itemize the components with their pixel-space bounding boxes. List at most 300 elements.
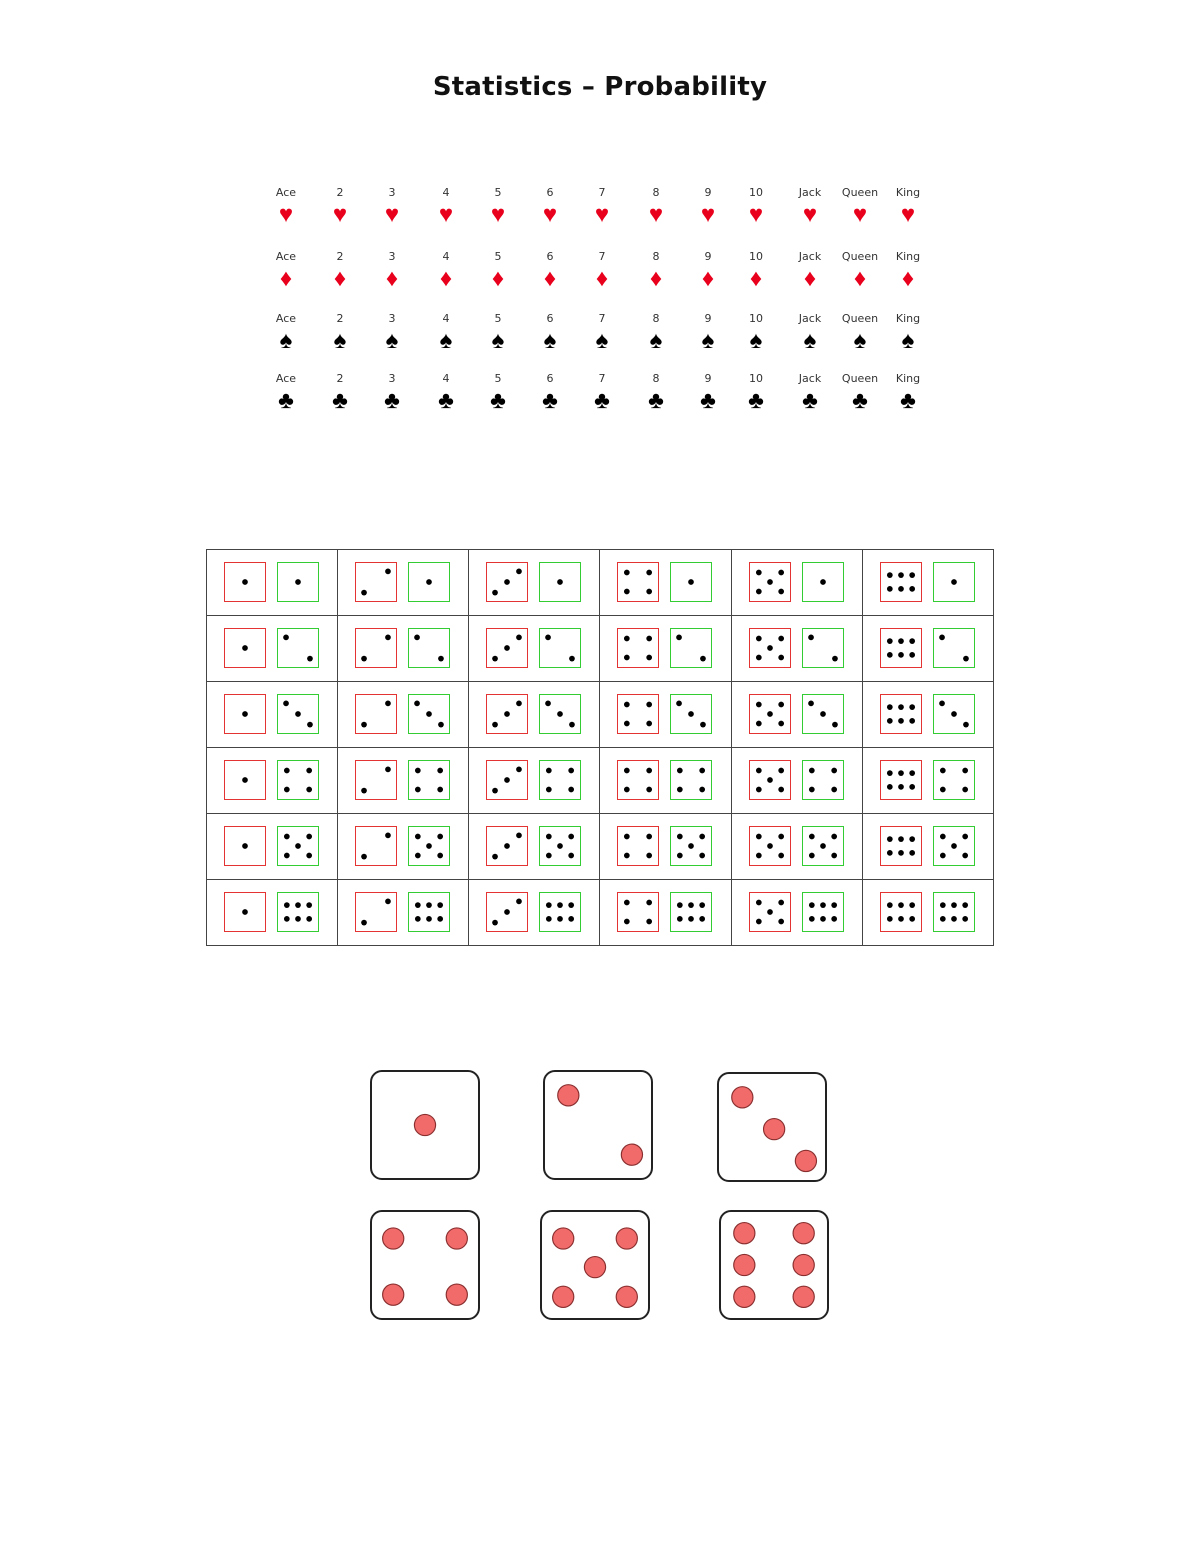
diamonds-suit-icon: ♦	[543, 265, 557, 292]
die-pip	[504, 909, 510, 915]
die-pip	[492, 920, 498, 926]
die-pip	[909, 836, 915, 842]
die-face-graphic	[803, 761, 843, 799]
suit-row-clubs	[258, 372, 938, 430]
spades-suit-icon: ♠	[385, 327, 399, 354]
green-die-face-3	[539, 694, 581, 734]
hearts-suit-icon: ♥	[648, 201, 664, 228]
die-pip	[426, 843, 432, 849]
clubs-suit-icon: ♣	[278, 387, 294, 414]
die-face-graphic	[409, 893, 449, 931]
die-pip	[940, 834, 946, 840]
card-8-of-spades	[628, 312, 684, 370]
die-pip	[284, 834, 290, 840]
die-pip	[767, 909, 773, 915]
red-die-face-5	[749, 892, 791, 932]
card-rank-label: 6	[546, 372, 554, 385]
outcome-cell	[731, 616, 862, 682]
die-pip	[306, 768, 312, 774]
spades-suit-icon: ♠	[595, 327, 609, 354]
spades-suit-icon: ♠	[543, 327, 557, 354]
die-pip	[284, 902, 290, 908]
die-face-graphic	[881, 761, 921, 799]
die-pip	[909, 916, 915, 922]
die-face-graphic	[487, 893, 527, 931]
outcome-cell	[600, 880, 731, 946]
green-die-face-2	[539, 628, 581, 668]
outcome-row	[207, 550, 994, 616]
diamonds-suit-icon: ♦	[803, 265, 817, 292]
die-face-graphic	[881, 629, 921, 667]
die-pip	[795, 1150, 816, 1171]
die-pip	[887, 652, 893, 658]
diamonds-suit-icon: ♦	[749, 265, 763, 292]
die-face-5	[540, 1210, 650, 1320]
die-pip	[295, 916, 301, 922]
red-die-face-3	[486, 628, 528, 668]
die-pip	[569, 916, 575, 922]
green-die-face-6	[802, 892, 844, 932]
card-jack-of-hearts	[782, 186, 838, 244]
die-face-graphic	[671, 563, 711, 601]
diamonds-suit-icon: ♦	[853, 265, 867, 292]
die-pip	[546, 787, 552, 793]
card-rank-label: 2	[336, 312, 344, 325]
card-rank-label: 3	[388, 186, 396, 199]
die-pip	[414, 635, 420, 641]
card-rank-label: Jack	[798, 250, 822, 263]
card-7-of-hearts	[574, 186, 630, 244]
green-die-face-5	[670, 826, 712, 866]
card-7-of-diamonds	[574, 250, 630, 308]
die-pip	[504, 579, 510, 585]
die-pip	[647, 570, 653, 576]
card-rank-label: 8	[652, 250, 660, 263]
red-die-face-4	[617, 694, 659, 734]
die-face-graphic	[540, 695, 580, 733]
diamonds-suit-icon: ♦	[279, 265, 293, 292]
die-pip	[809, 916, 815, 922]
die-face-graphic	[545, 1072, 651, 1178]
spades-suit-icon: ♠	[749, 327, 763, 354]
die-pip	[295, 902, 301, 908]
red-die-face-5	[749, 694, 791, 734]
die-pip	[415, 834, 421, 840]
outcome-cell	[600, 550, 731, 616]
card-rank-label: 10	[749, 372, 763, 385]
card-rank-label: 2	[336, 186, 344, 199]
die-pip	[516, 569, 522, 575]
die-pip	[516, 767, 522, 773]
die-pip	[361, 788, 367, 794]
hearts-suit-icon: ♥	[852, 201, 868, 228]
die-pip	[492, 788, 498, 794]
card-rank-label: 8	[652, 186, 660, 199]
die-pip	[437, 834, 443, 840]
die-face-graphic	[750, 827, 790, 865]
die-pip	[909, 652, 915, 658]
die-face-graphic	[409, 695, 449, 733]
die-pip	[689, 902, 695, 908]
die-pip	[446, 1284, 467, 1305]
die-pip	[951, 579, 957, 585]
green-die-face-3	[933, 694, 975, 734]
card-7-of-spades	[574, 312, 630, 370]
die-pip	[831, 916, 837, 922]
green-die-face-6	[539, 892, 581, 932]
die-pip	[700, 853, 706, 859]
outcome-cell	[600, 814, 731, 880]
die-pip	[820, 843, 826, 849]
die-pip	[887, 638, 893, 644]
outcome-cell	[338, 682, 469, 748]
die-pip	[361, 590, 367, 596]
page-title: Statistics – Probability	[432, 72, 768, 102]
die-pip	[756, 853, 762, 859]
outcome-row	[207, 748, 994, 814]
die-face-graphic	[671, 827, 711, 865]
green-die-face-1	[933, 562, 975, 602]
die-pip	[504, 645, 510, 651]
die-face-graphic	[409, 827, 449, 865]
die-face-graphic	[618, 893, 658, 931]
die-pip	[951, 916, 957, 922]
die-pip	[756, 919, 762, 925]
suit-row-diamonds	[258, 250, 938, 308]
die-pip	[820, 579, 826, 585]
card-6-of-spades	[522, 312, 578, 370]
card-4-of-diamonds	[418, 250, 474, 308]
spades-suit-icon: ♠	[853, 327, 867, 354]
die-pip	[516, 701, 522, 707]
die-face-4	[370, 1210, 480, 1320]
die-face-graphic	[803, 629, 843, 667]
card-rank-label: King	[895, 372, 921, 385]
card-rank-label: 7	[598, 312, 606, 325]
die-pip	[569, 902, 575, 908]
die-pip	[809, 768, 815, 774]
red-die-face-2	[355, 892, 397, 932]
outcome-row	[207, 880, 994, 946]
outcome-cell	[207, 880, 338, 946]
die-pip	[624, 570, 630, 576]
die-pip	[492, 590, 498, 596]
die-pip	[546, 768, 552, 774]
outcome-cell	[338, 814, 469, 880]
red-die-face-2	[355, 826, 397, 866]
green-die-face-4	[277, 760, 319, 800]
card-rank-label: Ace	[275, 186, 297, 199]
outcome-row	[207, 682, 994, 748]
die-pip	[677, 787, 683, 793]
die-pip	[887, 572, 893, 578]
card-10-of-spades	[728, 312, 784, 370]
outcome-cell	[469, 880, 600, 946]
spades-suit-icon: ♠	[491, 327, 505, 354]
outcome-cell	[600, 616, 731, 682]
die-pip	[385, 569, 391, 575]
die-pip	[307, 656, 313, 662]
card-rank-label: 9	[704, 186, 712, 199]
die-pip	[909, 770, 915, 776]
die-pip	[734, 1254, 755, 1275]
die-face-graphic	[881, 893, 921, 931]
diamonds-suit-icon: ♦	[333, 265, 347, 292]
die-face-graphic	[409, 761, 449, 799]
die-pip	[909, 850, 915, 856]
card-rank-label: Jack	[798, 372, 822, 385]
die-pip	[756, 589, 762, 595]
card-rank-label: Queen	[841, 186, 879, 199]
die-pip	[820, 916, 826, 922]
die-pip	[624, 702, 630, 708]
die-face-graphic	[356, 563, 396, 601]
outcome-cell	[862, 880, 993, 946]
die-face-graphic	[278, 893, 318, 931]
die-pip	[778, 636, 784, 642]
die-pip	[940, 853, 946, 859]
outcome-cell	[207, 748, 338, 814]
die-pip	[284, 768, 290, 774]
card-rank-label: 6	[546, 186, 554, 199]
die-face-graphic	[618, 695, 658, 733]
die-pip	[732, 1087, 753, 1108]
card-rank-label: 7	[598, 186, 606, 199]
card-rank-label: 8	[652, 312, 660, 325]
green-die-face-5	[277, 826, 319, 866]
card-rank-label: 5	[494, 312, 502, 325]
die-pip	[701, 722, 707, 728]
outcome-cell	[862, 616, 993, 682]
die-pip	[831, 853, 837, 859]
die-pip	[624, 900, 630, 906]
card-rank-label: 7	[598, 250, 606, 263]
deck-of-cards	[258, 186, 938, 418]
die-pip	[242, 909, 248, 915]
die-pip	[734, 1286, 755, 1307]
card-rank-label: 4	[442, 372, 450, 385]
die-pip	[831, 834, 837, 840]
card-6-of-hearts	[522, 186, 578, 244]
die-pip	[951, 843, 957, 849]
die-pip	[898, 770, 904, 776]
die-face-graphic	[618, 563, 658, 601]
clubs-suit-icon: ♣	[648, 387, 664, 414]
clubs-suit-icon: ♣	[490, 387, 506, 414]
die-pip	[546, 916, 552, 922]
die-pip	[385, 635, 391, 641]
die-pip	[831, 768, 837, 774]
die-face-graphic	[881, 563, 921, 601]
card-5-of-hearts	[470, 186, 526, 244]
die-pip	[778, 853, 784, 859]
outcome-cell	[338, 616, 469, 682]
card-rank-label: 7	[598, 372, 606, 385]
die-pip	[832, 656, 838, 662]
die-face-graphic	[278, 761, 318, 799]
green-die-face-2	[933, 628, 975, 668]
die-pip	[909, 586, 915, 592]
die-pip	[569, 787, 575, 793]
die-pip	[492, 722, 498, 728]
red-die-face-1	[224, 562, 266, 602]
spades-suit-icon: ♠	[439, 327, 453, 354]
die-face-graphic	[671, 629, 711, 667]
die-face-6	[719, 1210, 829, 1320]
green-die-face-1	[670, 562, 712, 602]
spades-suit-icon: ♠	[279, 327, 293, 354]
die-pip	[553, 1286, 574, 1307]
red-die-face-3	[486, 892, 528, 932]
die-face-graphic	[225, 761, 265, 799]
die-pip	[808, 701, 814, 707]
die-pip	[569, 656, 575, 662]
card-king-of-clubs	[880, 372, 936, 430]
die-pip	[557, 711, 563, 717]
die-pip	[962, 834, 968, 840]
clubs-suit-icon: ♣	[900, 387, 916, 414]
red-die-face-3	[486, 760, 528, 800]
die-pip	[689, 843, 695, 849]
die-pip	[898, 652, 904, 658]
red-die-face-4	[617, 628, 659, 668]
spades-suit-icon: ♠	[803, 327, 817, 354]
die-pip	[809, 902, 815, 908]
die-pip	[546, 853, 552, 859]
red-die-face-2	[355, 694, 397, 734]
die-face-graphic	[803, 563, 843, 601]
hearts-suit-icon: ♥	[278, 201, 294, 228]
green-die-face-6	[933, 892, 975, 932]
die-pip	[361, 854, 367, 860]
die-pip	[557, 916, 563, 922]
clubs-suit-icon: ♣	[802, 387, 818, 414]
die-pip	[756, 636, 762, 642]
red-die-face-1	[224, 826, 266, 866]
die-pip	[307, 722, 313, 728]
die-pip	[767, 777, 773, 783]
red-die-face-1	[224, 628, 266, 668]
card-rank-label: 4	[442, 186, 450, 199]
die-pip	[962, 768, 968, 774]
die-pip	[734, 1223, 755, 1244]
die-pip	[361, 656, 367, 662]
die-pip	[700, 787, 706, 793]
die-pip	[778, 589, 784, 595]
die-pip	[962, 902, 968, 908]
die-face-graphic	[618, 761, 658, 799]
die-pip	[569, 853, 575, 859]
die-pip	[415, 916, 421, 922]
die-face-3	[717, 1072, 827, 1182]
die-face-graphic	[409, 629, 449, 667]
red-die-face-2	[355, 562, 397, 602]
die-pip	[647, 834, 653, 840]
outcome-cell	[600, 748, 731, 814]
card-rank-label: Queen	[841, 372, 879, 385]
die-face-graphic	[934, 893, 974, 931]
die-face-graphic	[750, 629, 790, 667]
green-die-face-1	[802, 562, 844, 602]
die-pip	[700, 916, 706, 922]
die-pip	[242, 777, 248, 783]
die-pip	[569, 722, 575, 728]
die-pip	[767, 579, 773, 585]
card-rank-label: 8	[652, 372, 660, 385]
die-pip	[306, 916, 312, 922]
clubs-suit-icon: ♣	[594, 387, 610, 414]
die-pip	[962, 787, 968, 793]
card-rank-label: Jack	[798, 186, 822, 199]
die-pip	[689, 916, 695, 922]
die-pip	[415, 853, 421, 859]
suit-row-spades	[258, 312, 938, 370]
green-die-face-5	[539, 826, 581, 866]
diamonds-suit-icon: ♦	[649, 265, 663, 292]
outcome-cell	[862, 550, 993, 616]
card-rank-label: Queen	[841, 312, 879, 325]
die-face-graphic	[618, 629, 658, 667]
die-face-graphic	[356, 827, 396, 865]
die-pip	[647, 768, 653, 774]
clubs-suit-icon: ♣	[384, 387, 400, 414]
die-pip	[778, 570, 784, 576]
red-die-face-3	[486, 694, 528, 734]
die-pip	[809, 787, 815, 793]
die-pip	[414, 701, 420, 707]
red-die-face-5	[749, 562, 791, 602]
die-pip	[438, 722, 444, 728]
card-5-of-clubs	[470, 372, 526, 430]
die-pip	[898, 836, 904, 842]
card-rank-label: Ace	[275, 250, 297, 263]
die-pip	[504, 711, 510, 717]
red-die-face-2	[355, 760, 397, 800]
die-pip	[492, 656, 498, 662]
green-die-face-2	[802, 628, 844, 668]
card-ace-of-diamonds	[258, 250, 314, 308]
die-pip	[647, 721, 653, 727]
die-face-graphic	[542, 1212, 648, 1318]
card-rank-label: 4	[442, 312, 450, 325]
die-pip	[951, 711, 957, 717]
green-die-face-2	[408, 628, 450, 668]
die-face-graphic	[487, 827, 527, 865]
diamonds-suit-icon: ♦	[385, 265, 399, 292]
card-king-of-hearts	[880, 186, 936, 244]
red-die-face-3	[486, 562, 528, 602]
die-pip	[624, 721, 630, 727]
card-rank-label: Ace	[275, 372, 297, 385]
card-10-of-diamonds	[728, 250, 784, 308]
die-pip	[295, 711, 301, 717]
die-face-graphic	[803, 893, 843, 931]
card-rank-label: Queen	[841, 250, 879, 263]
die-pip	[415, 768, 421, 774]
die-face-graphic	[540, 563, 580, 601]
die-pip	[426, 902, 432, 908]
die-face-graphic	[540, 827, 580, 865]
die-pip	[756, 768, 762, 774]
die-pip	[700, 768, 706, 774]
die-pip	[887, 836, 893, 842]
die-face-graphic	[934, 629, 974, 667]
die-pip	[647, 589, 653, 595]
green-die-face-6	[408, 892, 450, 932]
die-pip	[778, 919, 784, 925]
die-face-graphic	[487, 761, 527, 799]
die-pip	[624, 919, 630, 925]
